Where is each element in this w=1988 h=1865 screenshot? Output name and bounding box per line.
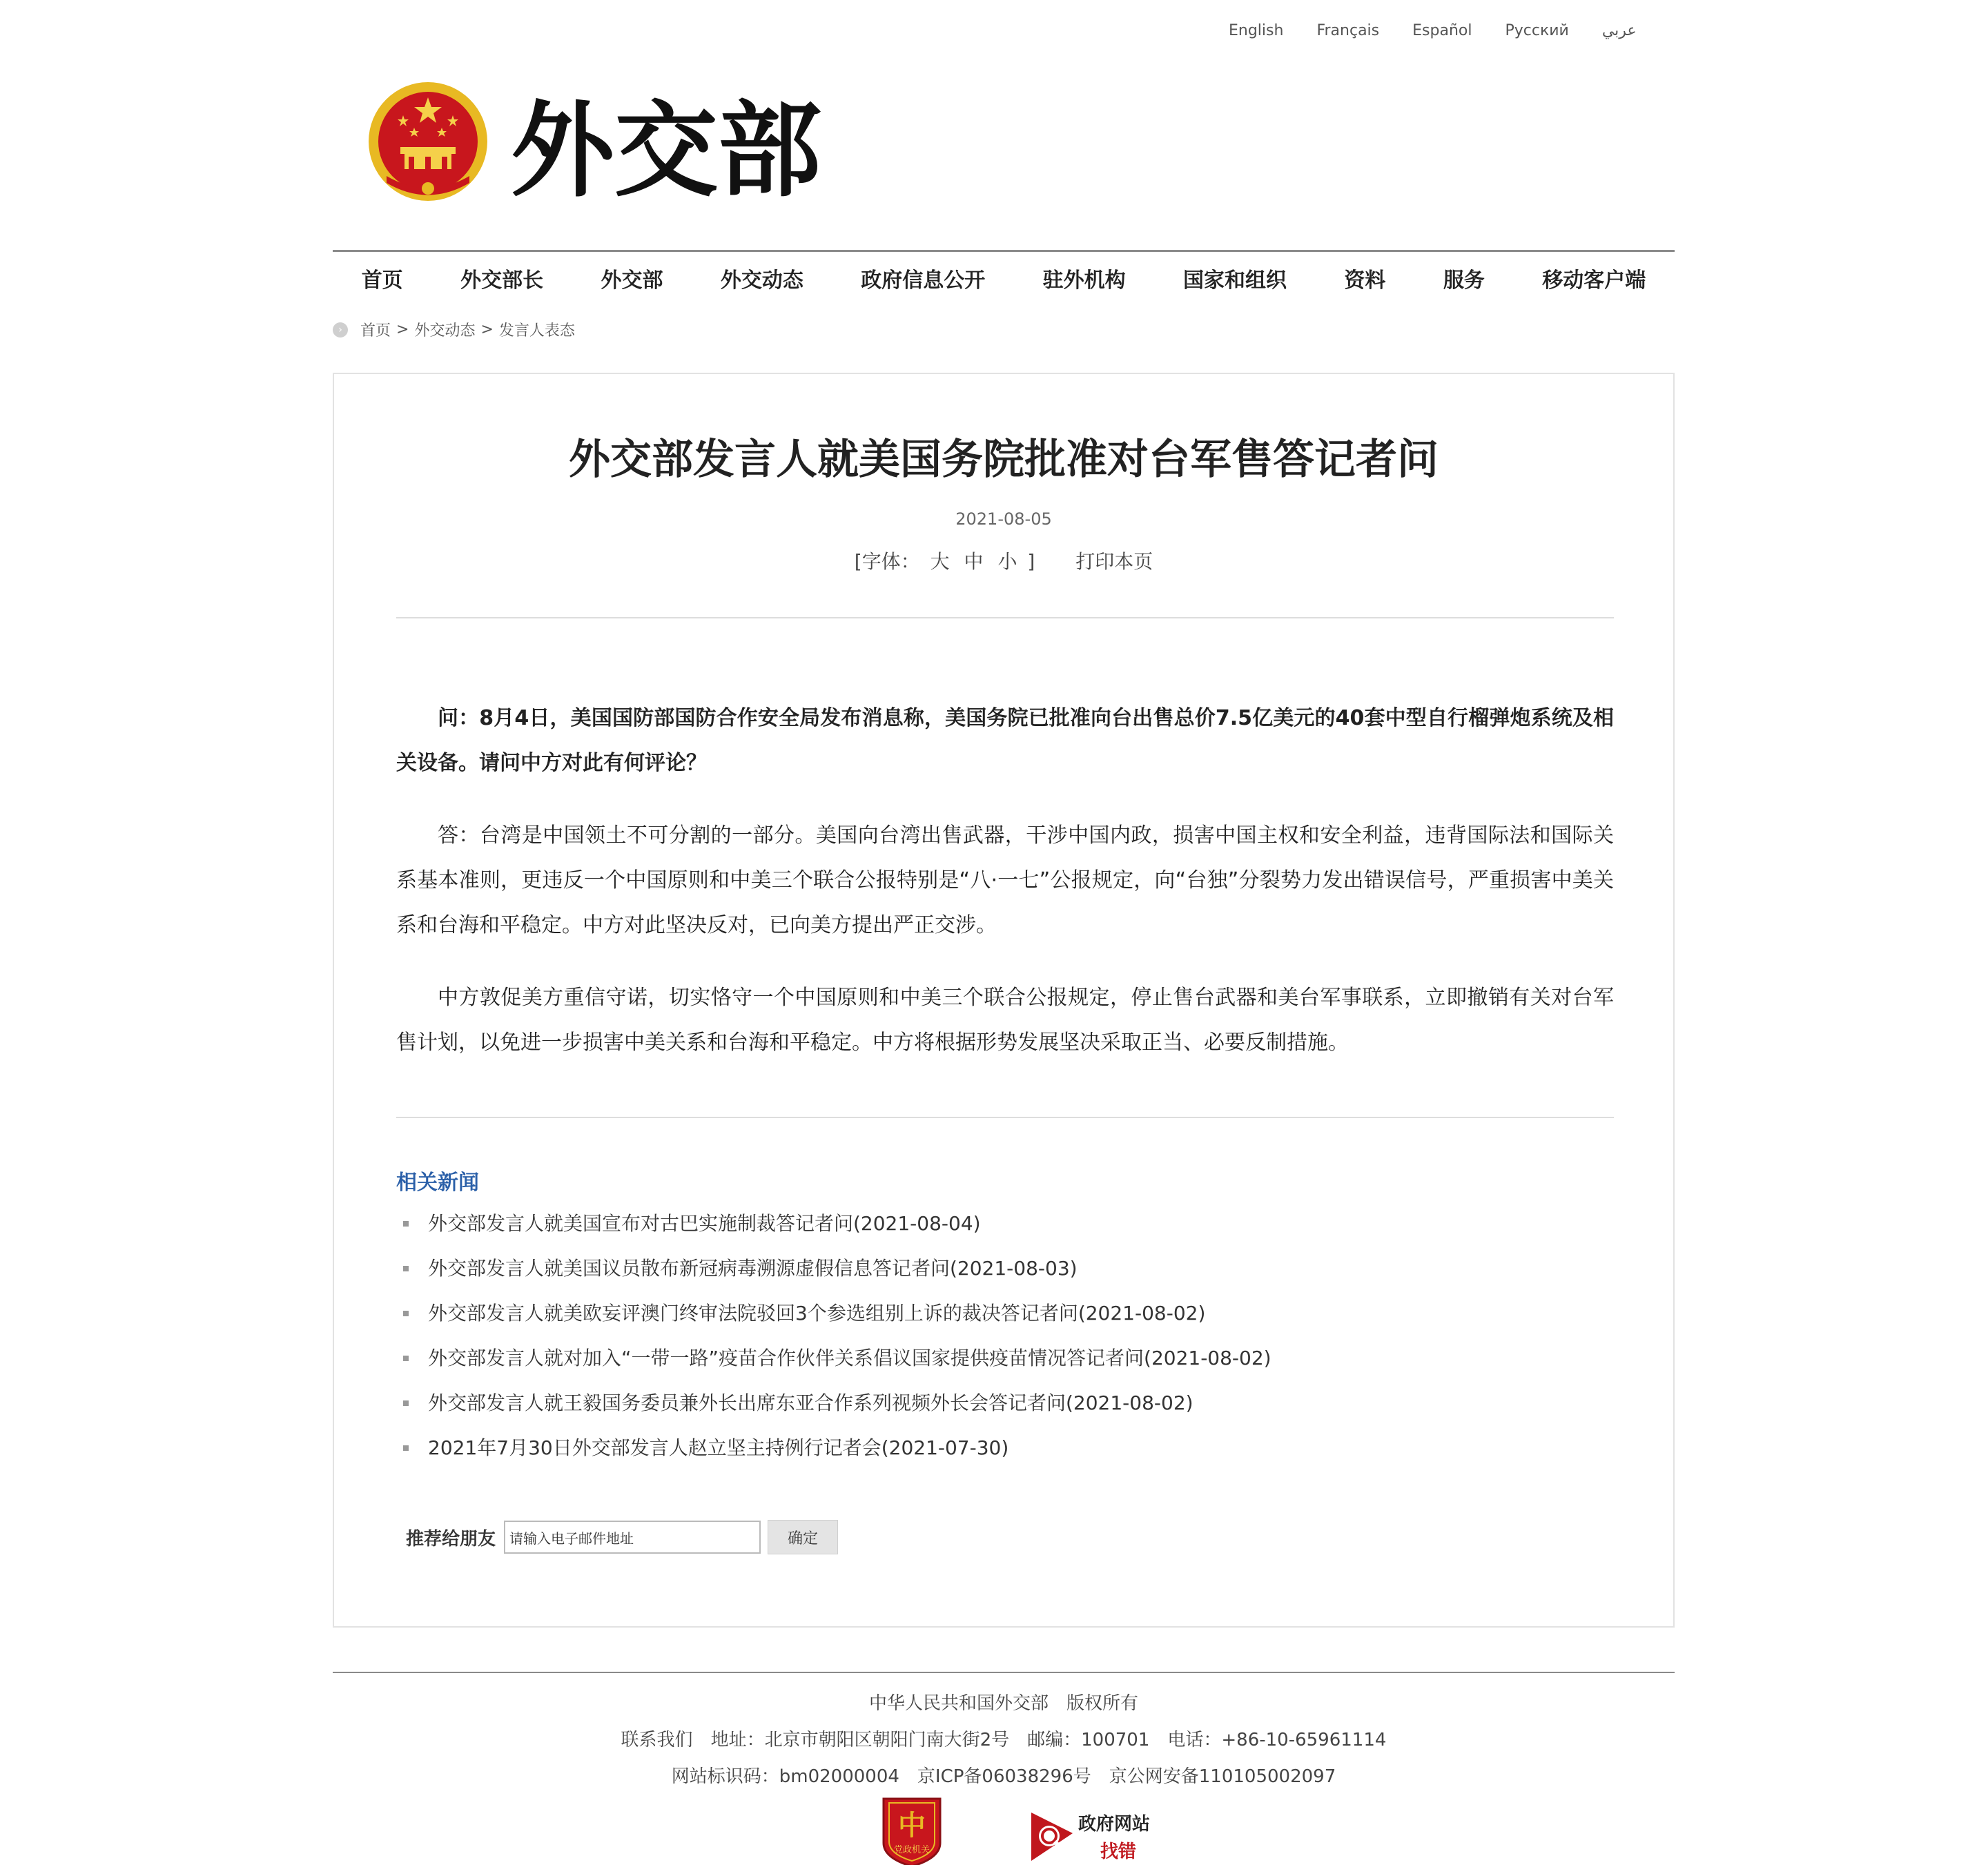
footer-line-1 [333, 1686, 1675, 1722]
footer-line-2 [333, 1722, 1675, 1759]
badge2-title: 政府网站 [1078, 1814, 1151, 1835]
lang-english[interactable]: English [1229, 22, 1284, 39]
email-input[interactable] [504, 1521, 761, 1554]
language-bar [1229, 22, 1670, 39]
recommend-label: 推荐给朋友 [406, 1528, 496, 1550]
list-item [403, 1211, 1577, 1256]
gov-site-error-report-badge[interactable] [1029, 1806, 1173, 1865]
footer-divider [333, 1672, 1675, 1673]
list-item [403, 1300, 1577, 1345]
nav-diplomatic-news[interactable]: 外交动态 [720, 268, 803, 293]
footer-contact-link[interactable]: 联系我们 [621, 1730, 693, 1750]
title-divider [396, 617, 1614, 618]
article-container [333, 373, 1675, 1628]
related-news-link[interactable]: 外交部发言人就美国议员散布新冠病毒溯源虚假信息答记者问(2021-08-03) [428, 1257, 1078, 1280]
font-size-medium[interactable]: 中 [964, 550, 984, 573]
footer-icp[interactable]: 京ICP备06038296号 [917, 1766, 1091, 1787]
nav-minister[interactable]: 外交部长 [460, 268, 544, 293]
related-news-link[interactable]: 外交部发言人就对加入“一带一路”疫苗合作伙伴关系倡议国家提供疫苗情况答记者问(2021-08-02) [428, 1347, 1271, 1369]
svg-text:中: 中 [898, 1809, 926, 1842]
national-emblem-icon[interactable] [366, 79, 490, 207]
footer-address: 地址：北京市朝阳区朝阳门南大街2号 [710, 1730, 1010, 1750]
print-page-link[interactable]: 打印本页 [1075, 550, 1153, 573]
font-size-label-close: ] [1027, 550, 1035, 573]
footer-org: 中华人民共和国外交部 [868, 1693, 1049, 1714]
article-body [396, 696, 1614, 1093]
related-news-title: 相关新闻 [396, 1171, 479, 1195]
body-divider [396, 1117, 1614, 1118]
footer-copyright: 版权所有 [1066, 1693, 1139, 1714]
list-item [403, 1390, 1577, 1435]
party-gov-agency-badge-icon[interactable] [878, 1795, 946, 1865]
breadcrumb-current[interactable]: 发言人表态 [498, 322, 575, 340]
nav-missions[interactable]: 驻外机构 [1042, 268, 1126, 293]
related-news-link[interactable]: 外交部发言人就王毅国务委员兼外长出席东亚合作系列视频外长会答记者问(2021-08-02) [428, 1392, 1193, 1414]
footer-line-3 [333, 1759, 1675, 1795]
lang-spanish[interactable]: Español [1412, 22, 1472, 39]
breadcrumb [333, 319, 575, 340]
list-item [403, 1345, 1577, 1390]
ministry-calligraphy-logo[interactable] [504, 59, 890, 238]
related-news-link[interactable]: 外交部发言人就美国宣布对古巴实施制裁答记者问(2021-08-04) [428, 1212, 981, 1235]
article-question: 问：8月4日，美国国防部国防合作安全局发布消息称，美国务院已批准向台出售总价7.5亿美元的40套中型自行榴弹炮系统及相关设备。请问中方对此有何评论？ [396, 706, 1614, 775]
main-nav [333, 255, 1675, 301]
font-size-large[interactable]: 大 [930, 550, 950, 573]
footer-police[interactable]: 京公网安备110105002097 [1109, 1766, 1336, 1787]
related-news-link[interactable]: 2021年7月30日外交部发言人赵立坚主持例行记者会(2021-07-30) [428, 1436, 1009, 1459]
confirm-button[interactable]: 确定 [768, 1520, 838, 1554]
font-size-small[interactable]: 小 [997, 550, 1017, 573]
footer-postcode: 邮编：100701 [1027, 1730, 1150, 1750]
list-item [403, 1256, 1577, 1300]
lang-arabic[interactable]: عربي [1601, 22, 1637, 39]
bullet-icon [403, 1221, 409, 1227]
article-title: 外交部发言人就美国务院批准对台军售答记者问 [569, 436, 1439, 484]
bullet-icon [403, 1445, 409, 1451]
badge2-subtitle: 找错 [1100, 1842, 1137, 1862]
nav-divider [333, 250, 1675, 252]
bullet-icon [403, 1311, 409, 1316]
related-news-link[interactable]: 外交部发言人就美欧妄评澳门终审法院驳回3个参选组别上诉的裁决答记者问(2021-08-02) [428, 1302, 1206, 1325]
recommend-form [406, 1520, 838, 1554]
nav-gov-info[interactable]: 政府信息公开 [861, 268, 986, 293]
bullet-icon [403, 1356, 409, 1361]
breadcrumb-section[interactable]: 外交动态 [414, 322, 476, 340]
masthead [366, 59, 918, 238]
related-news-list [403, 1211, 1577, 1480]
footer-phone: 电话：+86-10-65961114 [1167, 1730, 1387, 1750]
nav-resources[interactable]: 资料 [1344, 268, 1386, 293]
lang-french[interactable]: Français [1316, 22, 1380, 39]
lang-russian[interactable]: Русский [1505, 22, 1569, 39]
nav-countries[interactable]: 国家和组织 [1183, 268, 1287, 293]
chevron-right-icon: › [333, 322, 348, 338]
breadcrumb-home[interactable]: 首页 [360, 322, 391, 340]
article-answer: 答：台湾是中国领土不可分割的一部分。美国向台湾出售武器，干涉中国内政，损害中国主权和安全利益，违背国际法和国际关系基本准则，更违反一个中国原则和中美三个联合公报特别是“八·一七”公报规定，向“台独”分裂势力发出错误信号，严重损害中美关系和台海和平稳定。中方对此坚决反对，已向美方提出严正交涉。 [396, 823, 1614, 937]
font-size-label: [字体： [854, 550, 920, 573]
breadcrumb-separator: > [480, 321, 494, 338]
badge1-label: 党政机关 [893, 1845, 930, 1855]
calligraphy-text: 外交部 [511, 90, 822, 211]
article-paragraph: 中方敦促美方重信守诺，切实恪守一个中国原则和中美三个联合公报规定，停止售台武器和美台军事联系，立即撤销有关对台军售计划，以免进一步损害中美关系和台海和平稳定。中方将根据形势发展坚决采取正当、必要反制措施。 [396, 986, 1614, 1055]
footer [333, 1686, 1675, 1795]
footer-site-id: 网站标识码：bm02000004 [671, 1766, 899, 1787]
bullet-icon [403, 1266, 409, 1271]
article-tools [334, 547, 1673, 574]
magnifier-flag-icon [1029, 1806, 1077, 1865]
nav-services[interactable]: 服务 [1443, 268, 1485, 293]
nav-ministry[interactable]: 外交部 [601, 268, 663, 293]
breadcrumb-separator: > [396, 321, 409, 338]
nav-mobile-client[interactable]: 移动客户端 [1542, 268, 1646, 293]
nav-home[interactable]: 首页 [361, 268, 403, 293]
bullet-icon [403, 1400, 409, 1406]
article-date: 2021-08-05 [955, 509, 1052, 529]
list-item [403, 1435, 1577, 1480]
